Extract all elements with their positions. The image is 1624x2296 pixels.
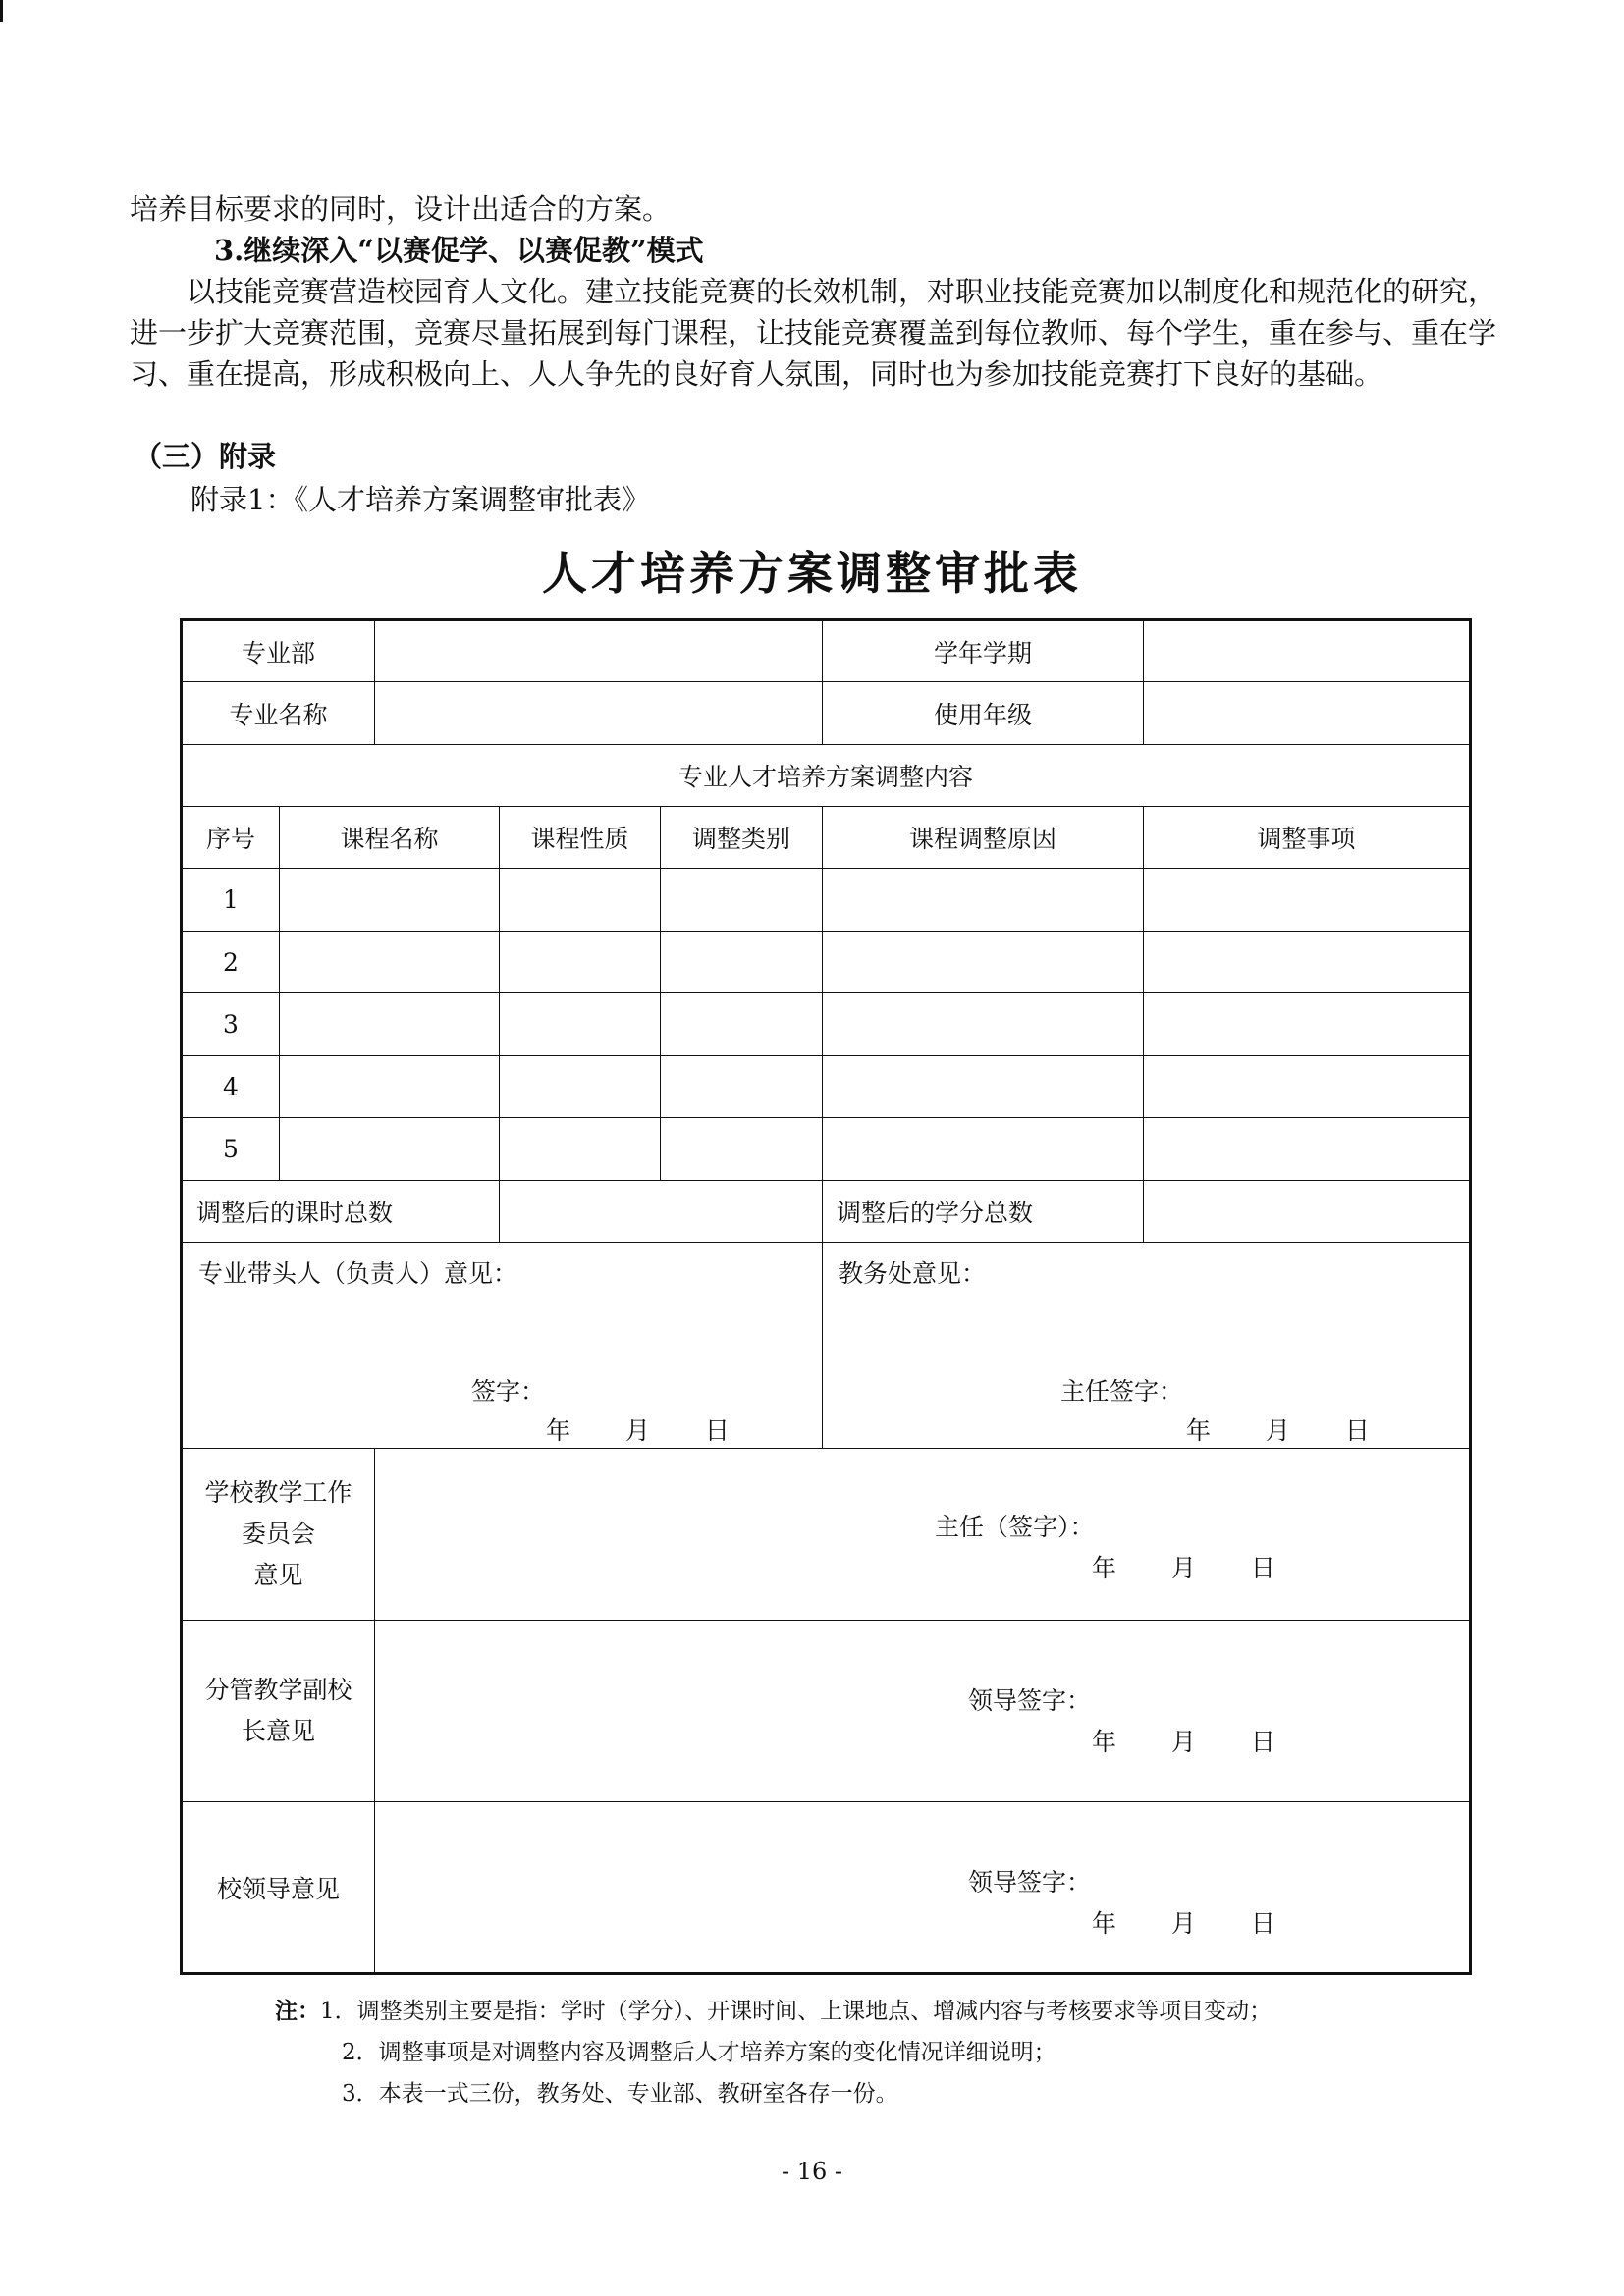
leader-opinion-label: 专业带头人（负责人）意见： xyxy=(198,1259,518,1288)
opinion-row xyxy=(182,1243,1471,1449)
committee-label xyxy=(182,1449,375,1621)
leader-opinion-cell[interactable] xyxy=(182,1243,823,1449)
course-name-cell[interactable] xyxy=(280,1056,500,1118)
course-type-cell[interactable] xyxy=(500,993,661,1056)
body-paragraph: 以技能竞赛营造校园育人文化。建立技能竞赛的长效机制，对职业技能竞赛加以制度化和规范化的研究，进一步扩大竞赛范围，竞赛尽量拓展到每门课程，让技能竞赛覆盖到每位教师、每个学生，重在参与、重在学习、重在提高，形成积极向上、人人争先的良好育人氛围，同时也为参加技能竞赛打下良好的基础。 xyxy=(130,275,1497,391)
dept-field[interactable] xyxy=(375,620,823,682)
school-sign-label: 领导签字： xyxy=(968,1868,1092,1896)
committee-label-line-1: 学校教学工作 xyxy=(204,1478,352,1507)
row-index: 1 xyxy=(182,869,280,932)
section-heading-appendix: （三）附录 xyxy=(134,440,277,473)
vice-label-line-1: 分管教学副校 xyxy=(204,1676,352,1704)
col-header-adjust-reason: 课程调整原因 xyxy=(823,807,1144,869)
adjust-item-cell[interactable] xyxy=(1144,1056,1471,1118)
course-name-cell[interactable] xyxy=(280,1118,500,1181)
term-label: 学年学期 xyxy=(823,620,1144,682)
page-edge-mark xyxy=(0,0,3,22)
course-name-cell[interactable] xyxy=(280,932,500,993)
total-credits-field[interactable] xyxy=(1144,1181,1471,1243)
col-header-adjust-category: 调整类别 xyxy=(661,807,823,869)
office-date: 年 月 日 xyxy=(1186,1416,1370,1445)
col-header-index: 序号 xyxy=(182,807,280,869)
office-opinion-cell[interactable] xyxy=(823,1243,1471,1449)
major-label: 专业名称 xyxy=(182,682,375,745)
column-header-row xyxy=(182,807,1471,869)
vice-sign-label: 领导签字： xyxy=(968,1686,1092,1715)
total-hours-label: 调整后的课时总数 xyxy=(182,1181,500,1243)
note-2: 2．调整事项是对调整内容及调整后人才培养方案的变化情况详细说明； xyxy=(342,2040,1056,2065)
col-header-course-name: 课程名称 xyxy=(280,807,500,869)
adjust-category-cell[interactable] xyxy=(661,869,823,932)
col-header-course-type: 课程性质 xyxy=(500,807,661,869)
course-name-cell[interactable] xyxy=(280,993,500,1056)
adjust-reason-cell[interactable] xyxy=(823,1118,1144,1181)
table-row xyxy=(182,993,1471,1056)
form-row-major xyxy=(182,682,1471,745)
leader-sign-label: 签字： xyxy=(471,1377,546,1406)
col-header-adjust-item: 调整事项 xyxy=(1144,807,1471,869)
total-credits-label: 调整后的学分总数 xyxy=(823,1181,1144,1243)
form-row-dept xyxy=(182,620,1471,682)
grade-field[interactable] xyxy=(1144,682,1471,745)
form-row-content-header xyxy=(182,745,1471,807)
approval-form-table xyxy=(180,618,1472,1975)
vice-date: 年 月 日 xyxy=(1092,1728,1275,1756)
vice-principal-opinion-cell[interactable] xyxy=(375,1621,1471,1802)
school-leader-opinion-cell[interactable] xyxy=(375,1802,1471,1974)
table-row xyxy=(182,932,1471,993)
adjust-reason-cell[interactable] xyxy=(823,869,1144,932)
committee-opinion-cell[interactable] xyxy=(375,1449,1471,1621)
adjust-category-cell[interactable] xyxy=(661,1056,823,1118)
committee-label-line-2: 委员会 xyxy=(242,1520,316,1548)
row-index: 3 xyxy=(182,993,280,1056)
school-date: 年 月 日 xyxy=(1092,1909,1275,1938)
course-type-cell[interactable] xyxy=(500,1056,661,1118)
committee-date: 年 月 日 xyxy=(1092,1554,1275,1582)
note-1 xyxy=(275,1991,1272,2032)
office-sign-label: 主任签字： xyxy=(1060,1377,1184,1406)
course-type-cell[interactable] xyxy=(500,932,661,993)
course-type-cell[interactable] xyxy=(500,1118,661,1181)
adjust-item-cell[interactable] xyxy=(1144,993,1471,1056)
school-leader-row xyxy=(182,1802,1471,1974)
adjust-category-cell[interactable] xyxy=(661,932,823,993)
row-index: 2 xyxy=(182,932,280,993)
course-name-cell[interactable] xyxy=(280,869,500,932)
page-number: - 16 - xyxy=(781,2158,842,2185)
vice-label-line-2: 长意见 xyxy=(242,1717,316,1745)
school-leader-label: 校领导意见 xyxy=(182,1802,375,1974)
adjust-item-cell[interactable] xyxy=(1144,1118,1471,1181)
heading-3: 3.继续深入“以赛促学、以赛促教”模式 xyxy=(214,234,704,267)
committee-label-line-3: 意见 xyxy=(253,1561,303,1589)
adjust-category-cell[interactable] xyxy=(661,1118,823,1181)
form-title: 人才培养方案调整审批表 xyxy=(542,547,1082,600)
note-1-text: 1．调整类别主要是指：学时（学分）、开课时间、上课地点、增减内容与考核要求等项目变动； xyxy=(320,1999,1272,2024)
course-type-cell[interactable] xyxy=(500,869,661,932)
totals-row xyxy=(182,1181,1471,1243)
adjust-category-cell[interactable] xyxy=(661,993,823,1056)
major-field[interactable] xyxy=(375,682,823,745)
committee-sign-label: 主任（签字）： xyxy=(935,1513,1095,1541)
adjust-reason-cell[interactable] xyxy=(823,932,1144,993)
row-index: 5 xyxy=(182,1118,280,1181)
form-notes xyxy=(275,1991,1272,2114)
row-index: 4 xyxy=(182,1056,280,1118)
appendix-line: 附录1：《人才培养方案调整审批表》 xyxy=(190,483,650,516)
table-row xyxy=(182,1118,1471,1181)
committee-row xyxy=(182,1449,1471,1621)
grade-label: 使用年级 xyxy=(823,682,1144,745)
adjust-item-cell[interactable] xyxy=(1144,932,1471,993)
office-opinion-label: 教务处意见： xyxy=(839,1259,987,1288)
note-3: 3．本表一式三份，教务处、专业部、教研室各存一份。 xyxy=(342,2081,898,2107)
body-line-1: 培养目标要求的同时，设计出适合的方案。 xyxy=(130,192,672,226)
term-field[interactable] xyxy=(1144,620,1471,682)
note-prefix: 注： xyxy=(275,1998,320,2024)
table-row xyxy=(182,869,1471,932)
vice-principal-label xyxy=(182,1621,375,1802)
dept-label: 专业部 xyxy=(182,620,375,682)
adjust-reason-cell[interactable] xyxy=(823,1056,1144,1118)
adjust-reason-cell[interactable] xyxy=(823,993,1144,1056)
content-header: 专业人才培养方案调整内容 xyxy=(182,745,1471,807)
leader-date: 年 月 日 xyxy=(546,1416,730,1445)
total-hours-field[interactable] xyxy=(500,1181,823,1243)
table-row xyxy=(182,1056,1471,1118)
vice-principal-row xyxy=(182,1621,1471,1802)
adjust-item-cell[interactable] xyxy=(1144,869,1471,932)
